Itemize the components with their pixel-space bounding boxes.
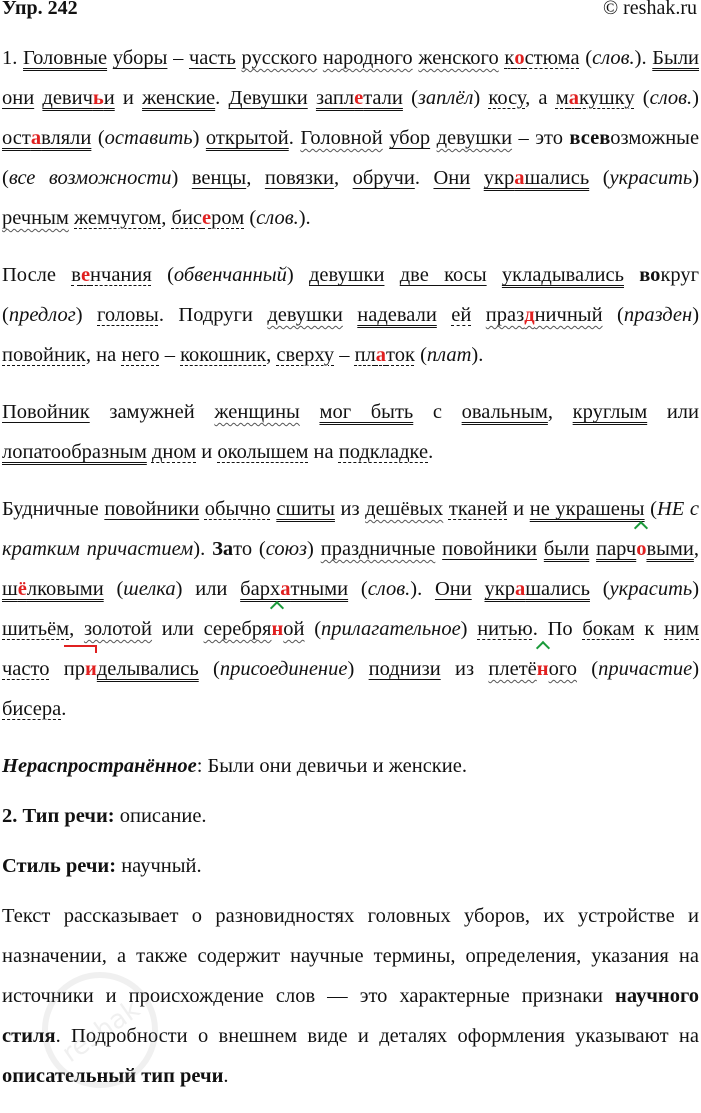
paragraph-2: После венчания (обвенчанный) девушки две косы укладывались вокруг (предлог) головы. Подруги девушки надевали ей праздничный (празден) повойник, на него – кокошник, сверху – платок (плат).: [2, 264, 700, 366]
speech-style-label: Стиль речи:: [2, 855, 117, 877]
paragraph-1: 1. Головные уборы – часть русского народного женского костюма (слов.). Были они девичьи и женские. Девушки заплетали (заплёл) косу, а макушку (слов.) оставляли (оставить) открытой. Головной убор девушки – это всевозможные (все возможности) венцы, повязки, обручи. Они украшались (украсить) речным жемчугом, бисером (слов.).: [2, 47, 700, 229]
speech-type-label: 2. Тип речи:: [2, 805, 115, 827]
bold-scientific-style: научного стиля: [2, 985, 699, 1047]
speech-type: [2, 796, 699, 836]
bold-descriptive-type: описательный тип речи: [2, 1065, 224, 1087]
page-header: [0, 0, 701, 26]
unextended-sentence: [2, 746, 699, 786]
unextended-text: : Были они девичьи и женские.: [196, 755, 467, 777]
exercise-number: Упр. 242: [2, 0, 78, 19]
exercise-content: [2, 38, 699, 1113]
speech-style: [2, 846, 699, 886]
site-credit: © reshak.ru: [602, 0, 697, 19]
speech-type-value: описание.: [114, 805, 207, 827]
paragraph-3: Повойник замужней женщины мог быть с овальным, круглым или лопатообразным дном и околышем на подкладке.: [2, 401, 699, 463]
speech-style-value: научный.: [116, 855, 202, 877]
svg-text:reshak: reshak: [56, 994, 146, 1069]
paragraph-conclusion: Текст рассказывает о разновидностях головных уборов, их устройстве и назначении, а также содержит научные термины, определения, указания на источники и происхождение слов — это характерные признаки научного стиля. Подробности о внешнем виде и деталях оформления указывают на описательный тип речи.: [2, 905, 699, 1087]
paragraph-4: Будничные повойники обычно сшиты из дешёвых тканей и не украшены (НЕ с кратким причастием). Зато (союз) праздничные повойники были парчовыми, шёлковыми (шелка) или бархатными (слов.). Они украшались (украсить) шитьём, золотой или серебряной (прилагательное) нитью. По бокам к ним часто приделывались (присоединение) поднизи из плетёного (причастие) бисера.: [2, 498, 700, 720]
unextended-label: Нераспространённое: [2, 755, 197, 777]
